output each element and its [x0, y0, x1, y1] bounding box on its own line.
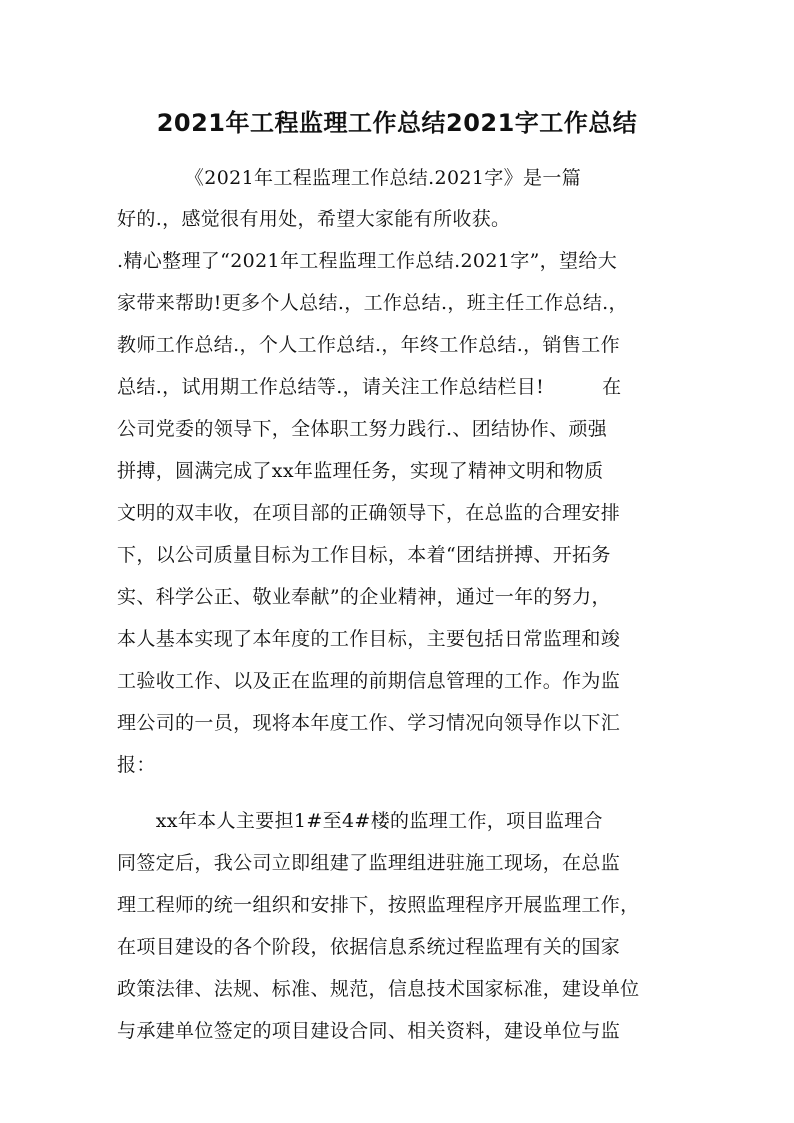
body-line: 拼搏，圆满完成了xx年监理任务，实现了精神文明和物质 — [117, 460, 604, 482]
body-line: 与承建单位签定的项目建设合同、相关资料，建设单位与监 — [117, 1020, 621, 1042]
body-line: 总结.，试用期工作总结等.，请关注工作总结栏目! 在 — [117, 376, 622, 398]
body-line: 在项目建设的各个阶段，依据信息系统过程监理有关的国家 — [117, 936, 621, 958]
body-line: 《2021年工程监理工作总结.2021字》是一篇 — [117, 167, 582, 189]
body-line: 本人基本实现了本年度的工作目标，主要包括日常监理和竣 — [117, 628, 621, 650]
body-line: .精心整理了“2021年工程监理工作总结.2021字”，望给大 — [117, 250, 618, 272]
body-line: 实、科学公正、敬业奉献”的企业精神，通过一年的努力， — [117, 586, 611, 608]
body-line: 同签定后，我公司立即组建了监理组进驻施工现场，在总监 — [117, 852, 621, 874]
body-line: 工验收工作、以及正在监理的前期信息管理的工作。作为监 — [117, 670, 621, 692]
body-line: 家带来帮助!更多个人总结.，工作总结.，班主任工作总结.， — [117, 292, 628, 314]
body-line: 政策法律、法规、标准、规范，信息技术国家标准，建设单位 — [117, 978, 640, 1000]
document-title: 2021年工程监理工作总结2021字工作总结 — [156, 109, 638, 137]
body-line: 报： — [117, 754, 156, 776]
body-line: xx年本人主要担1#至4#楼的监理工作，项目监理合 — [117, 810, 603, 832]
body-line: 下，以公司质量目标为工作目标，本着“团结拼搏、开拓务 — [117, 544, 611, 566]
body-line: 好的.，感觉很有用处，希望大家能有所收获。 — [117, 208, 511, 230]
body-line: 教师工作总结.，个人工作总结.，年终工作总结.，销售工作 — [117, 334, 620, 356]
body-line: 文明的双丰收，在项目部的正确领导下，在总监的合理安排 — [117, 502, 621, 524]
body-line: 公司党委的领导下，全体职工努力践行.、团结协作、顽强 — [117, 418, 608, 440]
body-line: 理公司的一员，现将本年度工作、学习情况向领导作以下汇 — [117, 712, 621, 734]
body-line: 理工程师的统一组织和安排下，按照监理程序开展监理工作， — [117, 894, 640, 916]
